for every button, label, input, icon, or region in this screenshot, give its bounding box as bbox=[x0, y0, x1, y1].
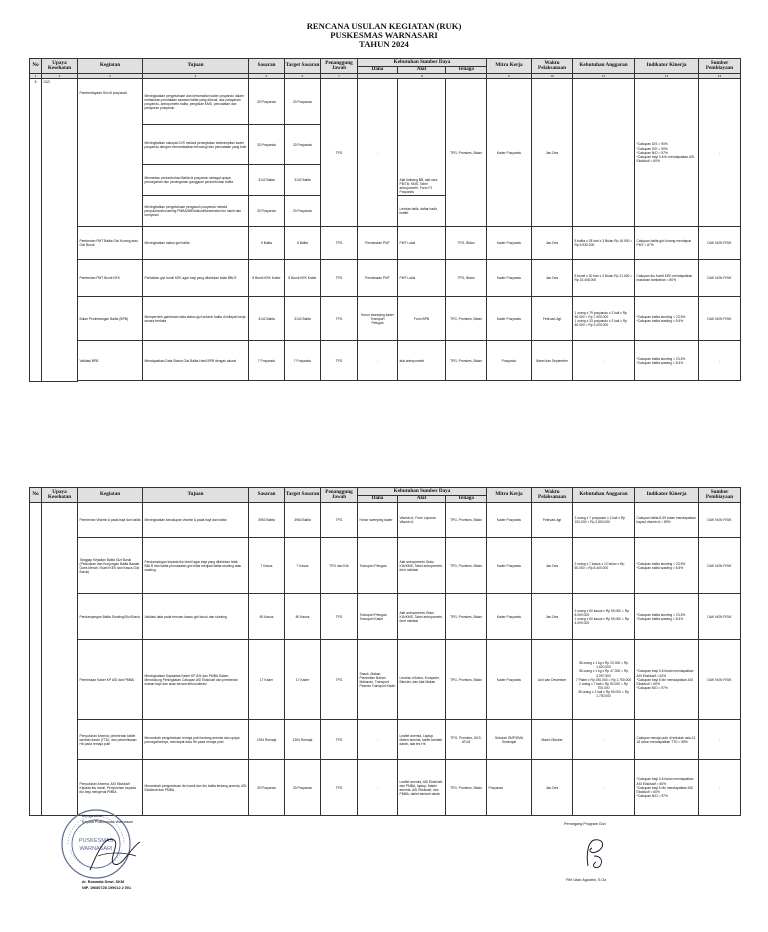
kegiatan-cell: Pembinaan Kader KP ASI dan PMBA bbox=[78, 640, 143, 720]
pj-cell: TPG bbox=[321, 227, 358, 260]
sasaran-cell: 7 Posyandu bbox=[249, 341, 285, 381]
col-indikator: Indikator Kinerja bbox=[635, 488, 699, 503]
col-pj: Penanggung Jawab bbox=[321, 488, 358, 503]
col-tenaga: Tenaga bbox=[446, 66, 487, 74]
sumber-cell: - bbox=[699, 760, 741, 816]
dana-cell: - bbox=[358, 760, 398, 816]
indikator-cell: *Cakupan bayi 0-6 bulan mendapatkan ASI Eksklusif = 62% *Cakupan bayi 6 bln mendapatkan ASI Eksklusif = 60% *Cakupan N/D = 97% bbox=[635, 640, 699, 720]
upaya-cell bbox=[42, 503, 78, 816]
alat-cell: Alat timbang BB, alat ukur PB/TB, KMS, Tabel antropometri, Form F1 Posyandu bbox=[398, 79, 446, 196]
kegiatan-cell: Pendampingan Balita Stunting/Gizi Buruk bbox=[78, 594, 143, 640]
waktu-cell: Juni dan Desember bbox=[532, 640, 573, 720]
anggaran-cell: 8 bumil x 30 hari x 3 Bulan Rp 21.600 = Rp 15.408.000 bbox=[573, 260, 635, 297]
indikator-cell: *Cakupan bayi 0-6 bulan mendapatkan ASI Eksklusif = 60% *Cakupan bayi 6 bln mendapatkan ASI Eksklusif = 60% *Cakupan N/D = 97% bbox=[635, 760, 699, 816]
mitra-cell: Posyandu bbox=[487, 760, 532, 816]
table-row bbox=[30, 594, 741, 640]
target-cell: 3963 Balita bbox=[285, 503, 321, 538]
svg-text:PUSKESMAS: PUSKESMAS bbox=[78, 838, 114, 844]
col-upaya: Upaya Kesehatan bbox=[42, 488, 78, 503]
sasaran-cell: 80 Kasus bbox=[249, 594, 285, 640]
sumber-cell: DAK NON FISIK bbox=[699, 227, 741, 260]
tenaga-cell: TPG, Promkes, Bidan bbox=[446, 79, 487, 227]
anggaran-cell: 2 orang x 7 posyandu x 2 kali x Rp 100.000 = Rp 2.800.000 bbox=[573, 503, 635, 538]
col-sumber: Sumber Pembiayaan bbox=[699, 488, 741, 503]
table-row bbox=[30, 640, 741, 720]
tujuan-cell: Mendapatkan Data Status Gizi Balita Hasil BPB dengan akurat bbox=[143, 341, 249, 381]
alat-cell: Form BPB bbox=[398, 297, 446, 341]
tujuan-cell: Meningkatkan Kapasitas Kader KP ASI dan PMBA Dalam Mendukung Peningkatan Cakupan ASI Eksklusif dan pemberian makan bayi dan anak secara terkoordinasi bbox=[143, 640, 249, 720]
sumber-cell: DAK NON FISIK bbox=[699, 640, 741, 720]
tenaga-cell: TPG, Promkes, Bidan bbox=[446, 640, 487, 720]
target-cell: 33 Posyandu bbox=[285, 125, 321, 165]
table-row bbox=[30, 720, 741, 760]
dana-cell: Transport Petugas, Transport Kader bbox=[358, 594, 398, 640]
indikator-cell: Cakupan ibu bumil KEK mendapatkan makanan tambahan = 80% bbox=[635, 260, 699, 297]
alat-cell: Lembar, Infokus, Komputer, Blender, dan Alat Makan bbox=[398, 640, 446, 720]
col-sumber: Sumber Pembiayaan bbox=[699, 59, 741, 74]
dana-cell: Honor sweeping kader Transport Petugas bbox=[358, 297, 398, 341]
sasaran-cell: 33 Posyandu bbox=[249, 760, 285, 816]
alat-cell: Leaflet anemia, ASI Eksklusif, dan PMBA, laptop, Materi anemia, ASI Eksklusif, dan PMBA, tablet tambah darah bbox=[398, 760, 446, 816]
waktu-cell: Jan-Des bbox=[532, 538, 573, 594]
dana-cell: Pendanaan PMT bbox=[358, 260, 398, 297]
mitra-cell: Kader Posyandu bbox=[487, 227, 532, 260]
col-anggaran: Kebutuhan Anggaran bbox=[573, 59, 635, 74]
mitra-cell: Kader Posyandu bbox=[487, 79, 532, 227]
sig-left-name: dr. Rosmala Dewi, SKM bbox=[82, 880, 124, 884]
target-cell: 33 Posyandu bbox=[285, 196, 321, 227]
tenaga-cell: TPG, Promkes, UKS, ATLM bbox=[446, 720, 487, 760]
anggaran-cell: 5 balita x 28 hari x 3 Bulan Rp 16.500 = Rp 6.930.000 bbox=[573, 227, 635, 260]
col-waktu: Waktu Pelaksanaan bbox=[532, 488, 573, 503]
sasaran-cell: 1394 Remaja bbox=[249, 720, 285, 760]
col-alat: Alat bbox=[398, 66, 446, 74]
target-cell: 33 Posyandu bbox=[285, 760, 321, 816]
mitra-cell: Kader Posyandu bbox=[487, 594, 532, 640]
sasaran-cell: 33 Posyandu bbox=[249, 79, 285, 125]
col-anggaran: Kebutuhan Anggaran bbox=[573, 488, 635, 503]
index-cell: 7 bbox=[321, 74, 358, 79]
sasaran-cell: 17 Kader bbox=[249, 640, 285, 720]
target-cell: 5 Balita bbox=[285, 227, 321, 260]
table-row bbox=[30, 260, 741, 297]
waktu-cell: Jan-Des bbox=[532, 760, 573, 816]
sumber-cell: DAK NON FISIK bbox=[699, 260, 741, 297]
sumber-cell: - bbox=[699, 79, 741, 227]
tujuan-cell: Memperoleh gambaran data status gizi seluruh balita di wilayah kerja secara berkala bbox=[143, 297, 249, 341]
pj-cell: TPG bbox=[321, 594, 358, 640]
tujuan-cell: Meningkatkan kecukupan vitamin A pada bayi dan balita bbox=[143, 503, 249, 538]
index-cell: 2 bbox=[42, 74, 78, 79]
table-row bbox=[30, 503, 741, 538]
tenaga-cell: TPG, Bidan bbox=[446, 260, 487, 297]
sumber-cell: DAK NON FISIK bbox=[699, 503, 741, 538]
svg-text:WARNASARI: WARNASARI bbox=[79, 846, 113, 852]
mitra-cell: Kader Posyandu bbox=[487, 538, 532, 594]
sig-left-nip: NIP. 19680728 199012 2 001 bbox=[82, 886, 132, 890]
tujuan-cell: Meningkatkan pengetahuan pengasuh posyandu melalui penyuluhan/konseling PMBA/Bi/Eksklusif/kesehatan ibu hamil dan menyusui bbox=[143, 196, 249, 227]
index-cell: 3 bbox=[78, 74, 143, 79]
pj-cell: TPG bbox=[321, 640, 358, 720]
alat-cell: Vitamin A, Form Laporan Vitamin A bbox=[398, 503, 446, 538]
dana-cell: Pendanaan PMT bbox=[358, 227, 398, 260]
anggaran-cell: - bbox=[573, 341, 635, 381]
col-sasaran: Sasaran bbox=[249, 59, 285, 74]
index-cell: 13 bbox=[699, 74, 741, 79]
ruk-table-2 bbox=[29, 487, 741, 816]
col-kebutuhan: Kebutuhan Sumber Daya bbox=[358, 488, 487, 496]
sasaran-cell: 3142 Balita bbox=[249, 165, 285, 196]
index-cell: 1 bbox=[30, 74, 42, 79]
dana-cell: Snack, Makan, Pembelian Bahan Makanan, Transport Peserta Transport Kader bbox=[358, 640, 398, 720]
alat-cell: Leaflet anemia, Laptop, Materi anemia, tablet tambah darah, alat tes Hb bbox=[398, 720, 446, 760]
target-cell: 8 Bumil KEK Kaber bbox=[285, 260, 321, 297]
kegiatan-cell: Pemberian PMT Bumil KEK bbox=[78, 260, 143, 297]
target-cell: 33 Posyandu bbox=[285, 79, 321, 125]
tenaga-cell: TPG, Promkes, Bidan bbox=[446, 594, 487, 640]
mitra-cell: Kader Posyandu bbox=[487, 297, 532, 341]
alat-cell: PMT Lokal bbox=[398, 260, 446, 297]
col-target: Target Sasaran bbox=[285, 59, 321, 74]
kegiatan-cell: Pemberdayaan Gizi di posyandu bbox=[78, 79, 143, 227]
mitra-cell: Sekolah SMP/SMA Sederajat bbox=[487, 720, 532, 760]
index-cell: 4 bbox=[143, 74, 249, 79]
sumber-cell: - bbox=[699, 720, 741, 760]
sig-right-name: Fitri Utari Agustini, S.Gz bbox=[566, 878, 607, 882]
col-dana: Dana bbox=[358, 495, 398, 503]
col-mitra: Mitra Kerja bbox=[487, 488, 532, 503]
indikator-cell: *Cakupan D/S = 90% *Cakupan D/K = 90% *Cakupan N/D = 97% *Cakupan bayi 0-6 th mendapatkan ASI Eksklusif = 60% bbox=[635, 79, 699, 227]
waktu-cell: Jan-Des bbox=[532, 260, 573, 297]
sasaran-cell: 7 Kasus bbox=[249, 538, 285, 594]
dana-cell: - bbox=[358, 720, 398, 760]
tujuan-cell: Validasi data pada temuan kasus gizi buruk dan stunting bbox=[143, 594, 249, 640]
sumber-cell: DAK NON FISIK bbox=[699, 594, 741, 640]
sasaran-cell: 33 Posyandu bbox=[249, 125, 285, 165]
indikator-cell: Cakupan balita gizi kurang mendapat PMT = 87% bbox=[635, 227, 699, 260]
dana-cell: Honor sweeping kader bbox=[358, 503, 398, 538]
col-alat: Alat bbox=[398, 495, 446, 503]
anggaran-cell: - bbox=[573, 760, 635, 816]
col-tenaga: Tenaga bbox=[446, 495, 487, 503]
waktu-cell: Maret dan September bbox=[532, 341, 573, 381]
upaya-cell: GIZI bbox=[42, 79, 78, 382]
waktu-cell: Jan-Des bbox=[532, 227, 573, 260]
dana-cell: - bbox=[358, 79, 398, 227]
mitra-cell: Kader Posyandu bbox=[487, 503, 532, 538]
dana-cell: - bbox=[358, 341, 398, 381]
pj-cell: TPG dan KIA bbox=[321, 538, 358, 594]
target-cell: 3142 Balita bbox=[285, 297, 321, 341]
indikator-cell: *Cakupan balita stunting < 23.5% *Cakupan balita wasting < 8.5% bbox=[635, 594, 699, 640]
target-cell: 3142 Balita bbox=[285, 165, 321, 196]
tujuan-cell: Meningkatkan status gizi balita bbox=[143, 227, 249, 260]
indikator-cell: Cakupan remaja putri di sekolah usia 12-18 tahun mendapatkan TTD = 58% bbox=[635, 720, 699, 760]
tujuan-cell: Memantau pertumbuhan Balita di posyandu sebagai upaya pencegahan dan penanganan gangguan pertumbuhan balita bbox=[143, 165, 249, 196]
tenaga-cell: TPG, Promkes, Bidan bbox=[446, 297, 487, 341]
table-row-spacer bbox=[30, 381, 741, 382]
tujuan-cell: Meningkatkan pengetahuan dan ketrampilan kader posyandu dalam melakukan pendataan sasaran balita yang dituruti, alur pelayanan posyandu, antropometri balita, pengisian KMS, pencatatan dan pelaporan posyandu bbox=[143, 79, 249, 125]
sasaran-cell: 3963 Balita bbox=[249, 503, 285, 538]
index-cell: 9 bbox=[487, 74, 532, 79]
col-no: No bbox=[30, 59, 42, 74]
sasaran-cell: 33 Posyandu bbox=[249, 196, 285, 227]
tenaga-cell: TPG, Promkes, Bidan bbox=[446, 760, 487, 816]
index-cell: 6 bbox=[285, 74, 321, 79]
col-waktu: Waktu Pelaksanaan bbox=[532, 59, 573, 74]
kegiatan-cell: Penyuluhan Anemia, ASI Eksklusif Kepada ibu hamil, Penyuluhan kepada ibu bayi mengenai PMBA bbox=[78, 760, 143, 816]
target-cell: 7 Posyandu bbox=[285, 341, 321, 381]
index-cell: 8 bbox=[358, 74, 487, 79]
waktu-cell: Februari-Agt bbox=[532, 297, 573, 341]
pj-cell: TPG bbox=[321, 79, 358, 227]
anggaran-cell: 2 orang x 80 kasus x Rp 50.000 = Rp 8.000.000 1 orang x 80 kasus x Rp 50.000 = Rp 4.000.000 bbox=[573, 594, 635, 640]
col-pj: Penanggung Jawab bbox=[321, 59, 358, 74]
sumber-cell: DAK NON FISIK bbox=[699, 297, 741, 341]
tujuan-cell: Perbaikan gizi bumil KEK agar bayi yang dilahirkan tidak BBLR bbox=[143, 260, 249, 297]
alat-cell: Lembar balik, daftar hadir, leaflet bbox=[398, 196, 446, 227]
sasaran-cell: 3142 Balita bbox=[249, 297, 285, 341]
tujuan-cell: Pendampingan kepada ibu bumil agar bayi yang dilahirkan tidak BBLR dan balita permasalah gizi tidak menjadi balita stunting atau wasting bbox=[143, 538, 249, 594]
pj-cell: TPG bbox=[321, 297, 358, 341]
ruk-table-1 bbox=[29, 58, 741, 382]
index-cell: 10 bbox=[532, 74, 573, 79]
doc-title-line2: PUSKESMAS WARNASARI bbox=[330, 30, 438, 40]
mitra-cell: Kader Posyandu bbox=[487, 260, 532, 297]
waktu-cell: Jan-Des bbox=[532, 594, 573, 640]
col-tujuan: Tujuan bbox=[143, 488, 249, 503]
mitra-cell: Kader Posyandu bbox=[487, 640, 532, 720]
table-row bbox=[30, 227, 741, 260]
anggaran-cell: 35 orang x 1 kg x Rp 20.000 = Rp 1.620.000 35 orang x 1 kg x Rp 47.000 = Rp 4.097.500 7 Paket x Rp 250.000 = Rp 1.750.000 2 orang x 7 kali x Rp 50.000 = Rp 700.000 35 orang x 1 kali x Rp 50.000 = Rp 1.750.000 bbox=[573, 640, 635, 720]
col-tujuan: Tujuan bbox=[143, 59, 249, 74]
kegiatan-cell: Tanggap Kejadian Balita Gizi Buruk (Pelacakan dan Kunjungan Balita Bawah Garis Merah / Bumil KEK dan Kasus Gizi Buruk) bbox=[78, 538, 143, 594]
indikator-cell: Cakupan balita 6-59 bulan mendapatkan kapsul vitamin A = 89% bbox=[635, 503, 699, 538]
waktu-cell: Maret-Oktober bbox=[532, 720, 573, 760]
kegiatan-cell: Pemberian PMT Balita Gizi Kurang atau Gizi Buruk bbox=[78, 227, 143, 260]
alat-cell: Alat antropometri, Buku KIA/KMS, Tabel antropometri, form validasi bbox=[398, 538, 446, 594]
table-row bbox=[30, 341, 741, 381]
col-kegiatan: Kegiatan bbox=[78, 488, 143, 503]
pj-cell: TPG bbox=[321, 760, 358, 816]
target-cell: 17 Kader bbox=[285, 640, 321, 720]
right-signature-mark bbox=[580, 836, 610, 872]
row-number: 8 bbox=[30, 79, 42, 382]
tenaga-cell: TPG, Promkes, Bidan bbox=[446, 341, 487, 381]
col-kebutuhan: Kebutuhan Sumber Daya bbox=[358, 59, 487, 67]
table-row bbox=[30, 538, 741, 594]
kegiatan-cell: Pemberian Vitamin A pada bayi dan balita bbox=[78, 503, 143, 538]
alat-cell: alat antropometri bbox=[398, 341, 446, 381]
indikator-cell: *Cakupan balita stunting < 23.5% *Cakupan balita wasting < 8.5% bbox=[635, 538, 699, 594]
row-number bbox=[30, 503, 42, 816]
sig-right-line1: Pemegang Program Gizi bbox=[564, 822, 606, 826]
left-signature-mark bbox=[84, 826, 146, 880]
sumber-cell: - bbox=[699, 341, 741, 381]
doc-title-line1: RENCANA USULAN KEGIATAN (RUK) bbox=[306, 21, 462, 31]
waktu-cell: Februari-Agt bbox=[532, 503, 573, 538]
tenaga-cell: TPG, Bidan bbox=[446, 227, 487, 260]
pj-cell: TPG bbox=[321, 720, 358, 760]
index-cell: 5 bbox=[249, 74, 285, 79]
tujuan-cell: Menambah pengetahuan remaja putri tentang anemia dan upaya pencegahannya, mendapat data Hb pada remaja putri bbox=[143, 720, 249, 760]
index-cell: 12 bbox=[635, 74, 699, 79]
col-upaya: Upaya Kesehatan bbox=[42, 59, 78, 74]
sasaran-cell: 5 Balita bbox=[249, 227, 285, 260]
tujuan-cell: Menambah pengetahuan ibu hamil dan ibu balita tentang anemia, ASI Eksklusif dan PMBA bbox=[143, 760, 249, 816]
doc-title-line3: TAHUN 2024 bbox=[359, 39, 409, 49]
anggaran-cell bbox=[573, 79, 635, 227]
anggaran-cell: 1 orang x 79 posyandu x 2 kali x Rp 50.000 = Rp 7.900.000 1 orang x 33 posyandu x 2 kali x Rp 50.000 = Rp 3.300.000 bbox=[573, 297, 635, 341]
pj-cell: TPG bbox=[321, 260, 358, 297]
index-cell: 11 bbox=[573, 74, 635, 79]
col-no: No bbox=[30, 488, 42, 503]
table-row bbox=[30, 760, 741, 816]
kegiatan-cell: Bulan Penimbangan Balita (BPB) bbox=[78, 297, 143, 341]
pj-cell: TPG bbox=[321, 341, 358, 381]
pj-cell: TPG bbox=[321, 503, 358, 538]
target-cell: 7 Kasus bbox=[285, 538, 321, 594]
indikator-cell: *Cakupan balita stunting < 23.5% *Cakupan balita wasting < 8.5% bbox=[635, 297, 699, 341]
col-target: Target Sasaran bbox=[285, 488, 321, 503]
sig-left-line2: Kepala Puskesmas Warnasari bbox=[82, 820, 133, 824]
alat-cell: Alat antropometri, Buku KIA/KMS, Tabel antropometri, form validasi bbox=[398, 594, 446, 640]
sumber-cell: DAK NON FISIK bbox=[699, 538, 741, 594]
dana-cell: Transport Petugas bbox=[358, 538, 398, 594]
target-cell: 80 Kasus bbox=[285, 594, 321, 640]
tenaga-cell: TPG, Promkes, Bidan bbox=[446, 503, 487, 538]
sasaran-cell: 8 Bumil KEK Kaber bbox=[249, 260, 285, 297]
tujuan-cell: Meningkatkan cakupan D/S melalui peningkatan keterampilan kader posyandu dengan memanfaatkan teknologi dan pencatatan yang baik bbox=[143, 125, 249, 165]
alat-cell: PMT Lokal bbox=[398, 227, 446, 260]
col-mitra: Mitra Kerja bbox=[487, 59, 532, 74]
col-indikator: Indikator Kinerja bbox=[635, 59, 699, 74]
tenaga-cell: TPG, Promkes, Bidan bbox=[446, 538, 487, 594]
waktu-cell: Jan-Des bbox=[532, 79, 573, 227]
col-dana: Dana bbox=[358, 66, 398, 74]
mitra-cell: Posyandu bbox=[487, 341, 532, 381]
sig-left-line1: Mengetahui, bbox=[82, 814, 103, 818]
table-row bbox=[30, 297, 741, 341]
anggaran-cell: - bbox=[573, 720, 635, 760]
target-cell: 1394 Remaja bbox=[285, 720, 321, 760]
kegiatan-cell: Penyuluhan Anemia, pemberian tablet tambah darah (TTD), dan pemeriksaan Hb pada remaja putri bbox=[78, 720, 143, 760]
anggaran-cell: 2 orang x 7 kasus x 12 bulan x Rp 50.000 = Rp 8.400.000 bbox=[573, 538, 635, 594]
indikator-cell: *Cakupan balita stunting < 23.5% *Cakupan balita wasting < 8.5% bbox=[635, 341, 699, 381]
kegiatan-cell: Validasi BPB bbox=[78, 341, 143, 381]
col-sasaran: Sasaran bbox=[249, 488, 285, 503]
col-kegiatan: Kegiatan bbox=[78, 59, 143, 74]
table-row bbox=[30, 79, 741, 125]
